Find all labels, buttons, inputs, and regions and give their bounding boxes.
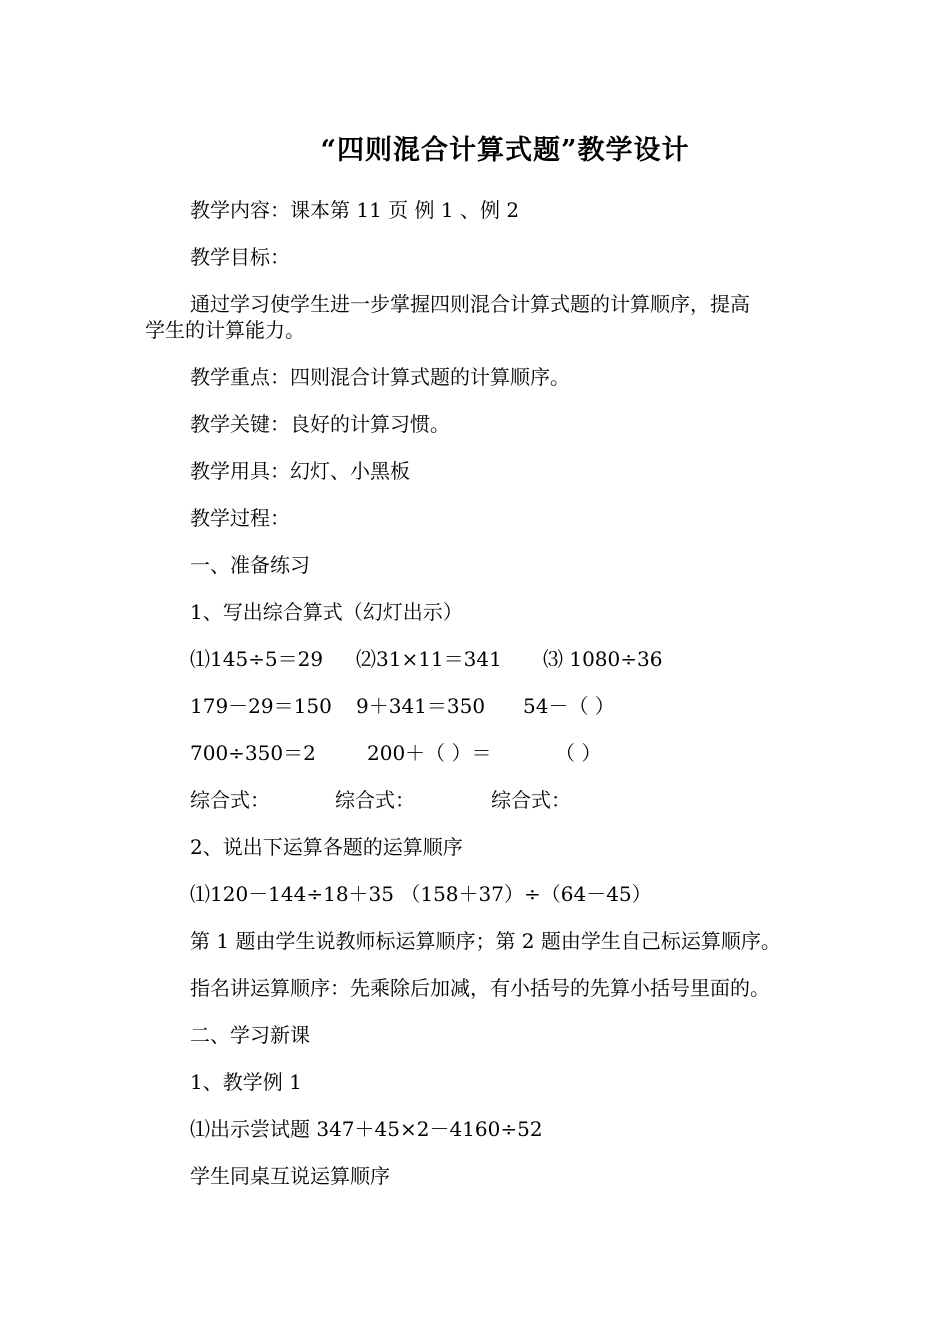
exercise-cell: 179－29＝150 — [190, 694, 332, 718]
teaching-key-skill: 教学关键：良好的计算习惯。 — [190, 412, 450, 436]
lesson-activity: 学生同桌互说运算顺序 — [190, 1164, 390, 1188]
teaching-note-2: 指名讲运算顺序：先乘除后加减，有小括号的先算小括号里面的。 — [190, 976, 770, 1000]
section-heading-1: 一、准备练习 — [190, 553, 310, 577]
teaching-tools: 教学用具：幻灯、小黑板 — [190, 459, 410, 483]
formula-label: 综合式： — [491, 788, 571, 812]
exercise-expressions: ⑴120－144÷18＋35 （158＋37）÷（64－45） — [190, 882, 652, 906]
teaching-goal-label: 教学目标： — [190, 245, 290, 269]
formula-label: 综合式： — [335, 788, 415, 812]
teaching-note-1: 第 1 题由学生说教师标运算顺序；第 2 题由学生自己标运算顺序。 — [190, 929, 781, 953]
section-heading-2: 二、学习新课 — [190, 1023, 310, 1047]
exercise-cell: 9＋341＝350 — [356, 694, 486, 718]
exercise-cell: 200＋（ ）＝ — [367, 741, 492, 765]
exercise-cell: ⑵31×11＝341 — [356, 647, 502, 671]
teaching-goal-text: 通过学习使学生进一步掌握四则混合计算式题的计算顺序，提高 — [190, 292, 750, 316]
teaching-goal-text-cont: 学生的计算能力。 — [145, 318, 305, 342]
document-title: “四则混合计算式题”教学设计 — [320, 135, 690, 166]
exercise-item-2: 2、说出下运算各题的运算顺序 — [190, 835, 463, 859]
teaching-process-label: 教学过程： — [190, 506, 290, 530]
lesson-item-1: 1、教学例 1 — [190, 1070, 302, 1094]
exercise-cell: （ ） — [555, 741, 602, 765]
exercise-cell: 54－（ ） — [523, 694, 615, 718]
exercise-cell: ⑶ 1080÷36 — [543, 647, 663, 671]
lesson-subitem: ⑴出示尝试题 347＋45×2－4160÷52 — [190, 1117, 543, 1141]
exercise-item-1: 1、写出综合算式（幻灯出示） — [190, 600, 463, 624]
exercise-cell: 700÷350＝2 — [190, 741, 316, 765]
teaching-key-point: 教学重点：四则混合计算式题的计算顺序。 — [190, 365, 570, 389]
teaching-content: 教学内容：课本第 11 页 例 1 、例 2 — [190, 198, 520, 222]
formula-label: 综合式： — [190, 788, 270, 812]
exercise-cell: ⑴145÷5＝29 — [190, 647, 324, 671]
